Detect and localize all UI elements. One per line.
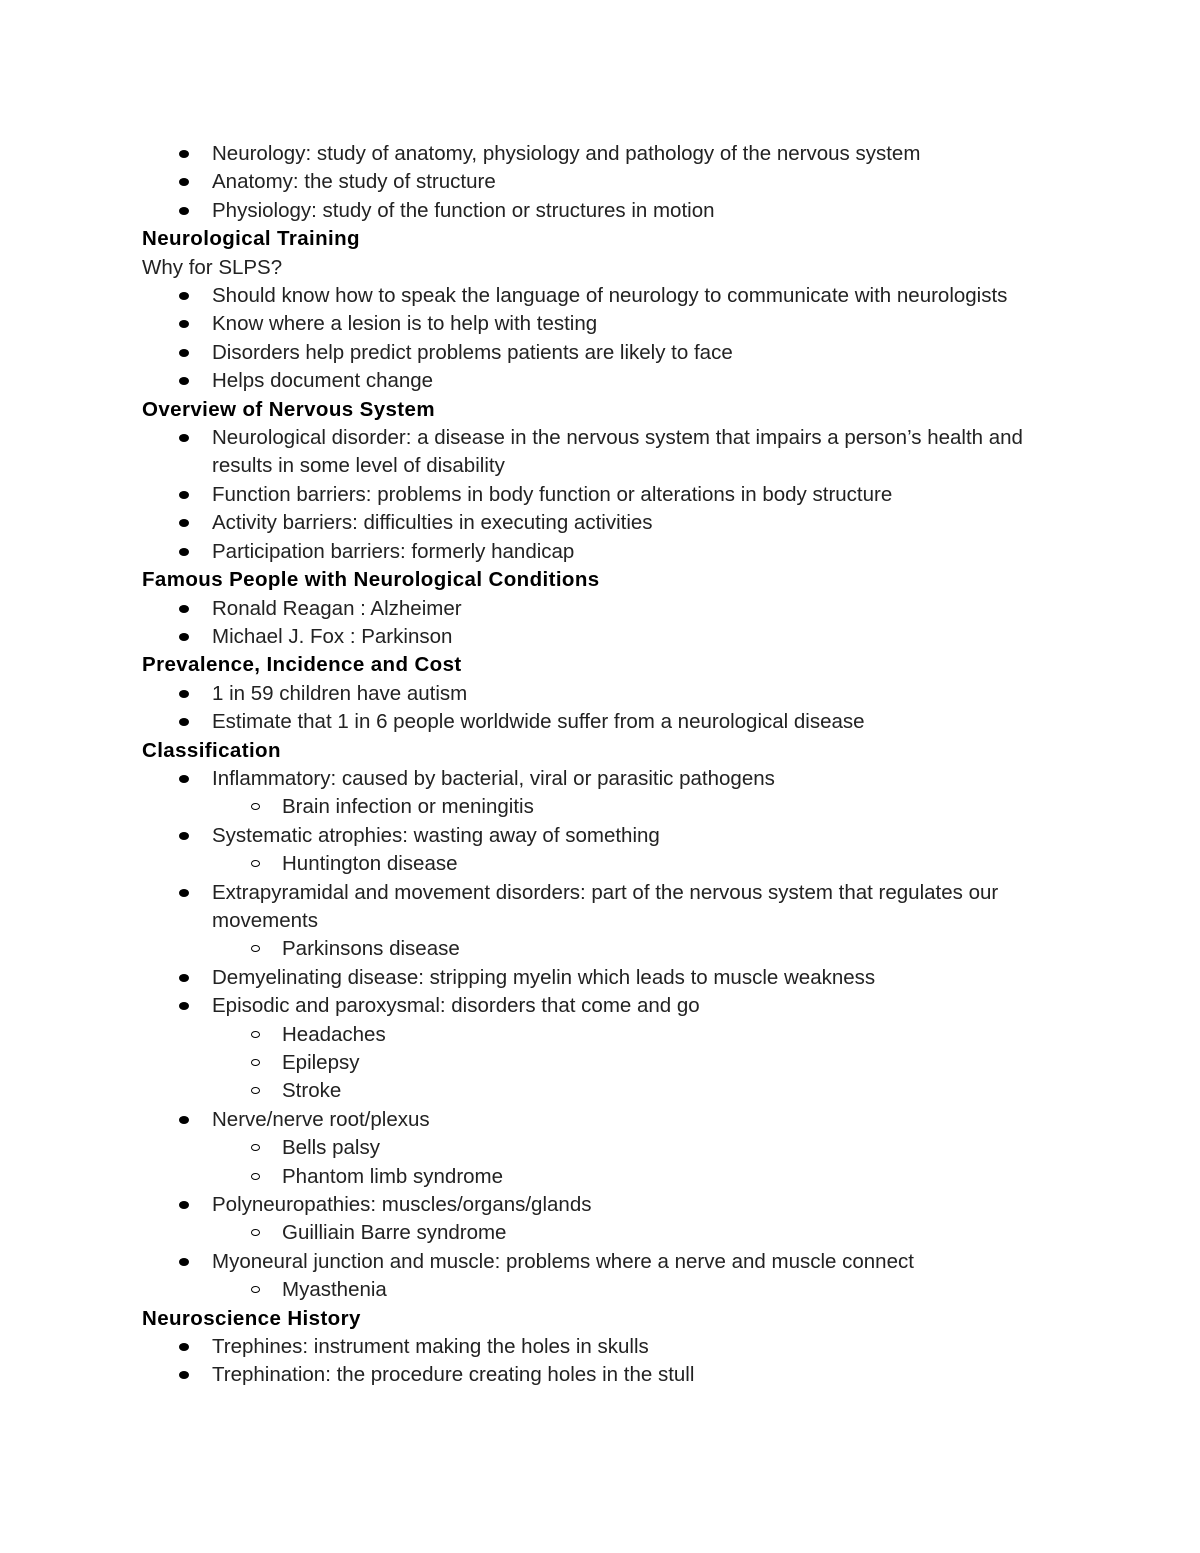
sub-list-item-text: Brain infection or meningitis [282,795,534,819]
bullet-disc-icon [179,320,189,328]
list-item [142,1248,1072,1305]
list-item [142,595,1072,623]
bullet-circle-icon [251,860,260,867]
bullet-disc-icon [179,178,189,186]
list-item-text: Estimate that 1 in 6 people worldwide suffer from a neurological disease [212,710,865,734]
sub-list-item-text: Parkinsons disease [282,937,460,961]
sub-list-item [212,1021,1072,1049]
bullet-disc-icon [179,605,189,613]
bullet-disc-icon [179,1002,189,1010]
bullet-disc-icon [179,548,189,556]
list-item-text: Myoneural junction and muscle: problems where a nerve and muscle connect [212,1249,914,1273]
list-item-text: Know where a lesion is to help with testing [212,312,598,336]
list-item-text: Systematic atrophies: wasting away of something [212,823,660,847]
list-item [142,197,1072,225]
sub-list-item-text: Guilliain Barre syndrome [282,1221,507,1245]
list-item [142,339,1072,367]
sub-list-item [212,1134,1072,1162]
list-item-text: Nerve/nerve root/plexus [212,1107,430,1131]
list-item [142,509,1072,537]
sub-list-item [212,1163,1072,1191]
bullet-circle-icon [251,1173,260,1180]
sub-list-item-text: Huntington disease [282,852,458,876]
section-heading: Overview of Nervous System [142,397,435,421]
bullet-circle-icon [251,1031,260,1038]
sub-list-item-text: Bells palsy [282,1136,380,1160]
sub-bullet-list [212,1219,1072,1247]
bullet-disc-icon [179,434,189,442]
bullet-disc-icon [179,974,189,982]
section-heading: Neurological Training [142,227,360,251]
list-item-text: Should know how to speak the language of neurology to communicate with neurologists [212,284,1008,308]
sub-list-item [212,850,1072,878]
bullet-disc-icon [179,349,189,357]
sub-bullet-list [212,1021,1072,1106]
sub-list-item [212,1276,1072,1304]
bullet-disc-icon [179,292,189,300]
list-item [142,708,1072,736]
list-item [142,1333,1072,1361]
bullet-list [142,282,1072,396]
bullet-circle-icon [251,1059,260,1066]
sub-list-item-text: Epilepsy [282,1051,360,1074]
list-item [142,765,1072,822]
bullet-disc-icon [179,207,189,215]
list-item-text: Function barriers: problems in body function or alterations in body structure [212,482,893,506]
list-item-text: Trephination: the procedure creating holes in the stull [212,1363,695,1387]
list-item [142,481,1072,509]
bullet-list [142,1333,1072,1390]
list-item-text: Physiology: study of the function or structures in motion [212,198,715,222]
list-item-text: Participation barriers: formerly handicap [212,539,575,563]
bullet-list [142,424,1072,566]
sub-list-item [212,1049,1072,1077]
bullet-disc-icon [179,1201,189,1209]
section-subtext: Why for SLPS? [142,255,283,279]
bullet-disc-icon [179,1343,189,1351]
bullet-disc-icon [179,832,189,840]
list-item [142,424,1072,481]
bullet-disc-icon [179,690,189,698]
bullet-disc-icon [179,775,189,783]
list-item [142,310,1072,338]
bullet-list [142,765,1072,1305]
list-item-text: Activity barriers: difficulties in executing activities [212,511,653,535]
bullet-disc-icon [179,718,189,726]
list-item-text: 1 in 59 children have autism [212,681,468,705]
list-item-text: Polyneuropathies: muscles/organs/glands [212,1193,592,1217]
bullet-list [142,680,1072,737]
bullet-disc-icon [179,150,189,158]
document-page [142,140,1072,1390]
bullet-list [142,140,1072,225]
bullet-disc-icon [179,1371,189,1379]
section-heading: Neuroscience History [142,1306,361,1330]
list-item-text: Episodic and paroxysmal: disorders that come and go [212,994,700,1018]
bullet-disc-icon [179,1258,189,1266]
bullet-circle-icon [251,1286,260,1293]
list-item-text: Neurological disorder: a disease in the nervous system that impairs a person’s health and results in some level of disability [212,426,1023,478]
sub-bullet-list [212,1276,1072,1304]
list-item-text: Helps document change [212,369,434,393]
list-item [142,1106,1072,1191]
list-item-text: Inflammatory: caused by bacterial, viral or parasitic pathogens [212,766,775,790]
sub-list-item-text: Myasthenia [282,1278,387,1302]
sub-list-item [212,935,1072,963]
bullet-circle-icon [251,1144,260,1151]
section-heading: Classification [142,738,281,762]
bullet-list [142,595,1072,652]
sub-bullet-list [212,850,1072,878]
bullet-disc-icon [179,1116,189,1124]
bullet-circle-icon [251,945,260,952]
list-item [142,168,1072,196]
list-item-text: Demyelinating disease: stripping myelin which leads to muscle weakness [212,965,876,989]
sub-bullet-list [212,1134,1072,1191]
list-item [142,282,1072,310]
list-item [142,538,1072,566]
bullet-disc-icon [179,377,189,385]
list-item [142,1361,1072,1389]
bullet-disc-icon [179,491,189,499]
list-item-text: Neurology: study of anatomy, physiology and pathology of the nervous system [212,142,921,165]
sub-list-item [212,1077,1072,1105]
sub-list-item [212,1219,1072,1247]
bullet-circle-icon [251,1087,260,1094]
sub-list-item-text: Stroke [282,1079,342,1103]
list-item [142,879,1072,964]
bullet-disc-icon [179,889,189,897]
bullet-disc-icon [179,633,189,641]
list-item [142,822,1072,879]
list-item [142,992,1072,1106]
list-item [142,1191,1072,1248]
section-heading: Famous People with Neurological Conditions [142,568,600,592]
list-item-text: Anatomy: the study of structure [212,170,496,194]
sub-list-item [212,793,1072,821]
list-item [142,140,1072,168]
section-heading: Prevalence, Incidence and Cost [142,653,462,677]
list-item-text: Ronald Reagan : Alzheimer [212,596,462,620]
sub-bullet-list [212,935,1072,963]
list-item [142,964,1072,992]
list-item [142,623,1072,651]
bullet-circle-icon [251,803,260,810]
list-item [142,367,1072,395]
sub-list-item-text: Headaches [282,1022,386,1046]
list-item-text: Extrapyramidal and movement disorders: part of the nervous system that regulates our movements [212,880,999,932]
bullet-circle-icon [251,1229,260,1236]
sub-list-item-text: Phantom limb syndrome [282,1164,504,1188]
list-item [142,680,1072,708]
list-item-text: Michael J. Fox : Parkinson [212,624,453,648]
list-item-text: Trephines: instrument making the holes in skulls [212,1335,649,1359]
sub-bullet-list [212,793,1072,821]
list-item-text: Disorders help predict problems patients are likely to face [212,340,733,364]
bullet-disc-icon [179,519,189,527]
